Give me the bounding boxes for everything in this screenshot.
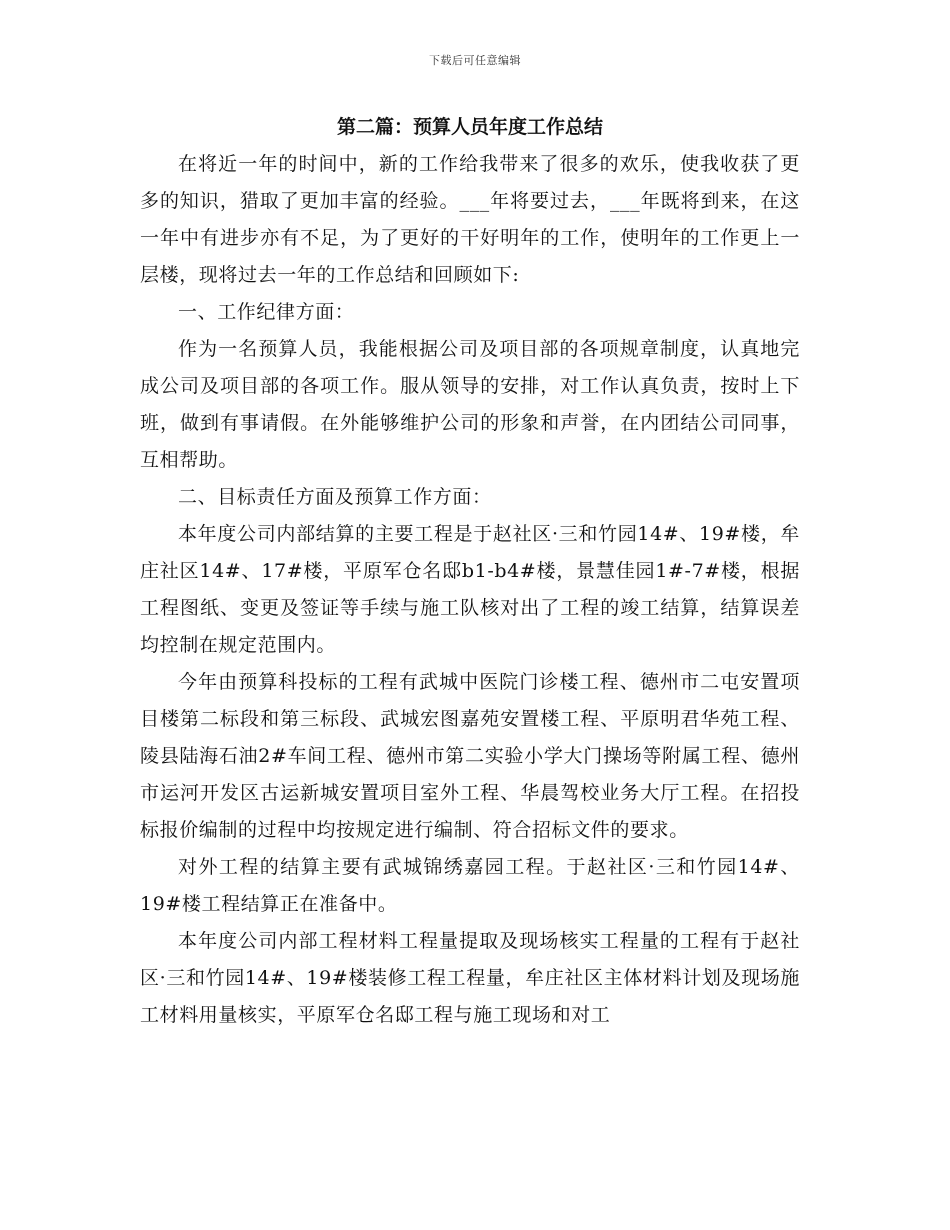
paragraph-discipline: 作为一名预算人员，我能根据公司及项目部的各项规章制度，认真地完成公司及项目部的各项工作。服从领导的安排，对工作认真负责，按时上下班，做到有事请假。在外能够维护公司的形象和声誉，在内团结公司同事，互相帮助。: [140, 338, 800, 471]
paragraph-internal-settlement: 本年度公司内部结算的主要工程是于赵社区·三和竹园14#、19#楼，牟庄社区14#、17#楼，平原军仓名邸b1-b4#楼，景慧佳园1#-7#楼，根据工程图纸、变更及签证等手续与施工队核对出了工程的竣工结算，结算误差均控制在规定范围内。: [140, 523, 800, 656]
document-title: 第二篇：预算人员年度工作总结: [336, 116, 603, 138]
document-body: [140, 114, 800, 1034]
paragraph-external-settlement: 对外工程的结算主要有武城锦绣嘉园工程。于赵社区·三和竹园14#、19#楼工程结算正在准备中。: [140, 856, 800, 915]
paragraph-bidding: 今年由预算科投标的工程有武城中医院门诊楼工程、德州市二屯安置项目楼第二标段和第三标段、武城宏图嘉苑安置楼工程、平原明君华苑工程、陵县陆海石油2#车间工程、德州市第二实验小学大门操场等附属工程、德州市运河开发区古运新城安置项目室外工程、华晨驾校业务大厅工程。在招投标报价编制的过程中均按规定进行编制、符合招标文件的要求。: [140, 671, 800, 841]
section-heading-discipline: 一、工作纪律方面：: [178, 301, 355, 323]
page-header: 下载后可任意编辑: [429, 54, 521, 67]
paragraph-material-quantities: 本年度公司内部工程材料工程量提取及现场核实工程量的工程有于赵社区·三和竹园14#、19#楼装修工程工程量，牟庄社区主体材料计划及现场施工材料用量核实，平原军仓名邸工程与施工现场和对工: [140, 930, 800, 1026]
paragraph-intro: 在将近一年的时间中，新的工作给我带来了很多的欢乐，使我收获了更多的知识，猎取了更加丰富的经验。___年将要过去，___年既将到来，在这一年中有进步亦有不足，为了更好的干好明年的工作，使明年的工作更上一层楼，现将过去一年的工作总结和回顾如下:: [140, 153, 800, 286]
section-heading-budget: 二、目标责任方面及预算工作方面：: [178, 486, 492, 508]
